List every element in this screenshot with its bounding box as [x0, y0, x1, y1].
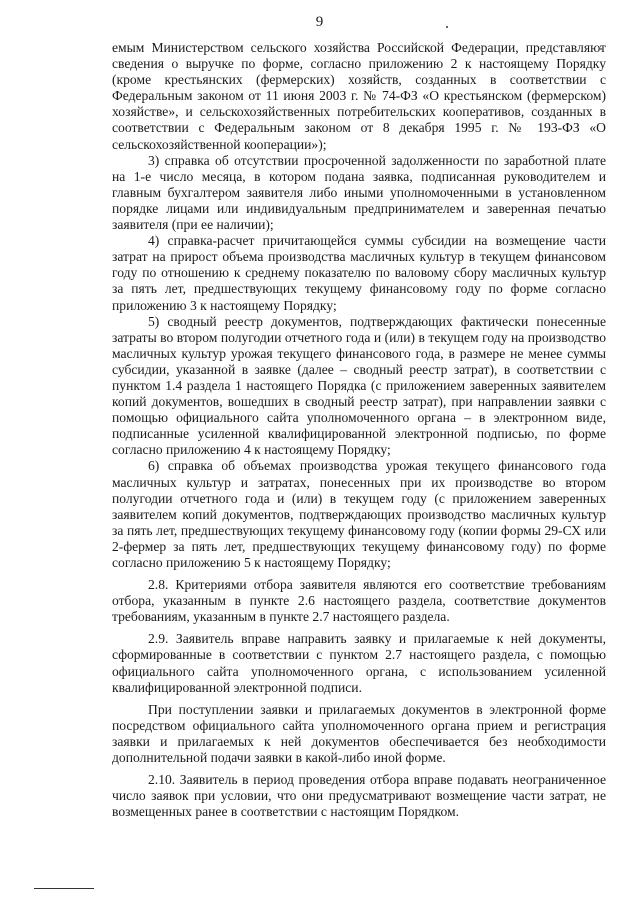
paragraph-continuation: емым Министерством сельского хозяйства Российской Федерации, представляют сведения о выручке по форме, согласно приложению 2 к настоящему Порядку (кроме крестьянских (фермерских) хозяйств, созданных в соответствии с Федеральным законом от 11 июня 2003 г. № 74-ФЗ «О крестьянском (фермерском) хозяйстве», и сельскохозяйственных потребительских кооперативов, созданных в соответствии с Федеральным законом от 8 декабря 1995 г. № 193-ФЗ «О сельскохозяйственной кооперации»); — [112, 40, 606, 152]
page-number: 9 — [315, 14, 324, 30]
document-body — [112, 40, 606, 820]
paragraph-2-8: 2.8. Критериями отбора заявителя являются его соответствие требованиям отбора, указанным в пункте 2.6 настоящего раздела, соответствие документов требованиям, указанным в пункте 2.7 настоящего раздела. — [112, 577, 606, 625]
footnote-rule — [34, 888, 94, 889]
paragraph-item-5: 5) сводный реестр документов, подтверждающих фактически понесенные затраты во втором полугодии отчетного года и (или) в текущем году на производство масличных культур урожая текущего финансового года, в размере не менее суммы субсидии, указанной в заявке (далее – сводный реестр затрат), в соответствии с пунктом 1.4 раздела 1 настоящего Порядка (с приложением заверенных заявителем копий документов, вошедших в сводный реестр затрат), при направлении заявки с помощью официального сайта уполномоченного органа – в электронном виде, подписанные усиленной квалифицированной электронной подписью, по форме согласно приложению 4 к настоящему Порядку; — [112, 313, 606, 458]
paragraph-item-6: 6) справка об объемах производства урожая текущего финансового года масличных культур и затратах, понесенных при их производстве во втором полугодии отчетного года и (или) в текущем году (с приложением заверенных заявителем копий документов, подтверждающих производство масличных культур за пять лет, предшествующих текущему финансовому году (копии формы 29-СХ или 2-фермер за пять лет, предшествующих текущему финансовому году) по форме согласно приложению 5 к настоящему Порядку; — [112, 458, 606, 570]
paragraph-electronic-submission: При поступлении заявки и прилагаемых документов в электронной форме посредством официального сайта уполномоченного органа прием и регистрация заявки и прилагаемых к ней документов обеспечивается без необходимости дополнительной подачи заявки в какой-либо иной форме. — [112, 701, 606, 766]
paragraph-2-10: 2.10. Заявитель в период проведения отбора вправе подавать неограниченное число заявок при условии, что они предусматривают возмещение части затрат, не возмещенных ранее в соответствии с настоящим Порядком. — [112, 772, 606, 820]
paragraph-item-4: 4) справка-расчет причитающейся суммы субсидии на возмещение части затрат на прирост объема производства масличных культур в текущем финансовом году по отношению к среднему показателю по валовому сбору масличных культур за пять лет, предшествующих текущему финансовому году по форме согласно приложению 3 к настоящему Порядку; — [112, 233, 606, 313]
paragraph-2-9: 2.9. Заявитель вправе направить заявку и прилагаемые к ней документы, сформированные в соответствии с пунктом 2.7 настоящего раздела, с помощью официального сайта уполномоченного органа, с использованием усиленной квалифицированной электронной подписи. — [112, 631, 606, 695]
paragraph-item-3: 3) справка об отсутствии просроченной задолженности по заработной плате на 1-е число месяца, в котором подана заявка, подписанная руководителем и главным бухгалтером заявителя либо иными уполномоченными в установленном порядке лицами или индивидуальным предпринимателем и заверенная печатью заявителя (при ее наличии); — [112, 152, 606, 233]
